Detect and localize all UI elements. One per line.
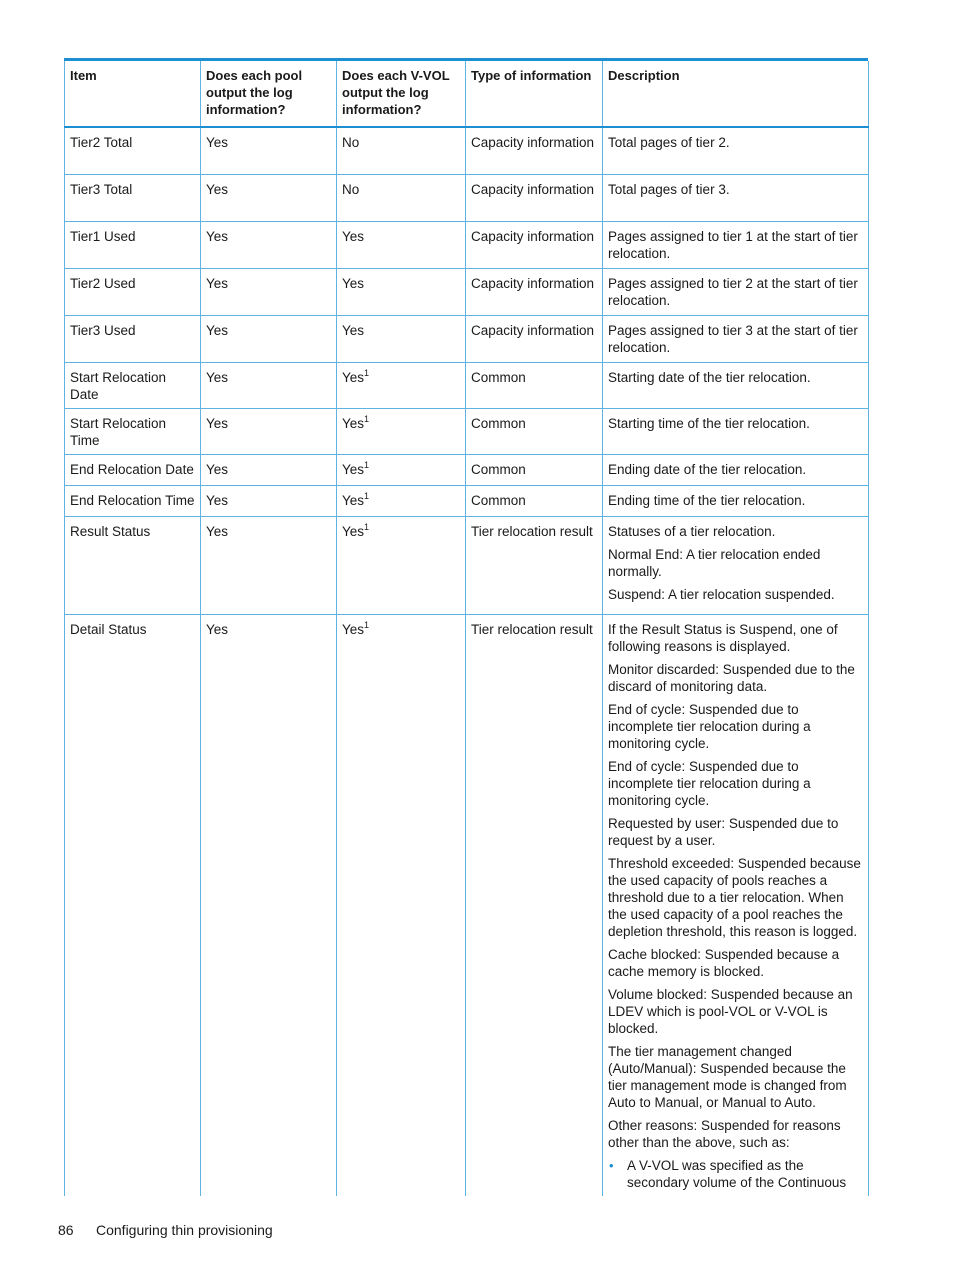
cell-item (65, 174, 201, 221)
cell-type (466, 127, 603, 174)
cell-vvol-output-text: Yes (342, 492, 365, 508)
cell-type-text: Capacity information (471, 135, 595, 150)
cell-type (466, 485, 603, 516)
description-paragraph: End of cycle: Suspended due to incomplete tier relocation during a monitoring cycle. (608, 758, 811, 808)
cell-item (65, 614, 201, 1196)
cell-vvol-output (337, 174, 466, 221)
description-paragraph: Ending time of the tier relocation. (608, 492, 806, 508)
page-number: 86 (58, 1222, 74, 1238)
cell-vvol-output-text: Yes (342, 275, 365, 291)
cell-pool-output (201, 614, 337, 1196)
cell-type-text: Common (471, 461, 526, 477)
cell-description (603, 221, 869, 268)
log-information-table-container (64, 58, 868, 1196)
cell-vvol-output (337, 268, 466, 315)
table-row (65, 315, 869, 362)
cell-pool-output-text: Yes (206, 369, 229, 385)
header-vvol-output: Does each V-VOL output the log information? (337, 61, 466, 127)
cell-vvol-output-text: Yes (342, 369, 365, 385)
cell-description (603, 485, 869, 516)
cell-pool-output (201, 454, 337, 485)
table-row (65, 174, 869, 221)
cell-item-text: Tier3 Used (70, 322, 136, 338)
cell-item (65, 516, 201, 614)
cell-pool-output-text: Yes (206, 322, 229, 338)
cell-type (466, 315, 603, 362)
cell-item (65, 362, 201, 408)
cell-vvol-output (337, 221, 466, 268)
cell-vvol-output-text: Yes (342, 621, 365, 637)
table-row (65, 127, 869, 174)
description-paragraph: The tier management changed (Auto/Manual): Suspended because the tier management mode is changed from Auto to Manual, or Manual to Auto. (608, 1043, 847, 1110)
description-paragraph: Pages assigned to tier 3 at the start of tier relocation. (608, 322, 858, 355)
cell-type-text: Common (471, 415, 526, 431)
cell-pool-output-text: Yes (206, 181, 229, 197)
cell-vvol-output-text: Yes (342, 523, 365, 539)
cell-vvol-output-text: Yes (342, 228, 365, 244)
cell-type-text: Capacity information (471, 181, 595, 197)
cell-vvol-output-text: Yes (342, 461, 365, 477)
cell-description (603, 408, 869, 454)
cell-pool-output-text: Yes (206, 461, 229, 477)
cell-description (603, 315, 869, 362)
table-row (65, 268, 869, 315)
description-paragraph: Pages assigned to tier 2 at the start of tier relocation. (608, 275, 858, 308)
cell-type (466, 454, 603, 485)
header-type: Type of information (466, 61, 603, 127)
header-item: Item (65, 61, 201, 127)
cell-type (466, 362, 603, 408)
cell-vvol-output (337, 362, 466, 408)
cell-vvol-output (337, 127, 466, 174)
description-paragraph: Requested by user: Suspended due to request by a user. (608, 815, 839, 848)
page-footer (58, 1222, 273, 1238)
cell-description (603, 362, 869, 408)
cell-pool-output-text: Yes (206, 135, 229, 150)
cell-vvol-output (337, 614, 466, 1196)
cell-description (603, 127, 869, 174)
table-row (65, 485, 869, 516)
cell-description (603, 516, 869, 614)
cell-item-text: Tier2 Used (70, 275, 136, 291)
cell-type (466, 221, 603, 268)
cell-type-text: Capacity information (471, 322, 595, 338)
cell-vvol-output-text: No (342, 135, 360, 150)
description-paragraph: Total pages of tier 2. (608, 135, 730, 150)
cell-type-text: Tier relocation result (471, 621, 593, 637)
cell-item (65, 315, 201, 362)
cell-pool-output (201, 127, 337, 174)
cell-pool-output-text: Yes (206, 415, 229, 431)
cell-item (65, 221, 201, 268)
description-paragraph: Other reasons: Suspended for reasons other than the above, such as: (608, 1117, 841, 1150)
table-row (65, 614, 869, 1196)
description-paragraph: Starting time of the tier relocation. (608, 415, 810, 431)
description-paragraph: Cache blocked: Suspended because a cache memory is blocked. (608, 946, 840, 979)
description-paragraph: Starting date of the tier relocation. (608, 369, 811, 385)
header-pool-output: Does each pool output the log information? (201, 61, 337, 127)
cell-type (466, 516, 603, 614)
table-row (65, 362, 869, 408)
cell-item-text: Tier2 Total (70, 135, 133, 150)
cell-pool-output-text: Yes (206, 492, 229, 508)
description-paragraph: Statuses of a tier relocation. (608, 523, 776, 539)
table-header-row (65, 61, 869, 127)
cell-vvol-output-text: Yes (342, 322, 365, 338)
cell-pool-output (201, 315, 337, 362)
cell-item (65, 127, 201, 174)
cell-pool-output (201, 268, 337, 315)
cell-description (603, 614, 869, 1196)
cell-item-text: Result Status (70, 523, 151, 539)
cell-type-text: Tier relocation result (471, 523, 593, 539)
bullet-item (608, 1157, 863, 1191)
log-information-table (64, 61, 869, 1196)
section-title: Configuring thin provisioning (96, 1222, 273, 1238)
description-paragraph: Threshold exceeded: Suspended because the used capacity of pools reaches a threshold due to a tier relocation. When the used capacity of a pool reaches the depletion threshold, this reason is logged. (608, 855, 861, 939)
cell-item-text: Detail Status (70, 621, 147, 637)
cell-vvol-output (337, 454, 466, 485)
cell-type (466, 174, 603, 221)
table-row (65, 221, 869, 268)
description-bullet-list (608, 1157, 863, 1191)
bullet-text: A V-VOL was specified as the secondary volume of the Continuous (627, 1157, 847, 1190)
description-paragraph: Volume blocked: Suspended because an LDEV which is pool-VOL or V-VOL is blocked. (608, 986, 853, 1036)
description-paragraph: Total pages of tier 3. (608, 181, 730, 197)
cell-vvol-output-text: Yes (342, 415, 365, 431)
cell-type (466, 408, 603, 454)
footnote-marker: 1 (364, 490, 370, 501)
cell-type (466, 268, 603, 315)
cell-description (603, 454, 869, 485)
cell-description (603, 174, 869, 221)
cell-type-text: Common (471, 492, 526, 508)
cell-item (65, 454, 201, 485)
cell-description (603, 268, 869, 315)
description-paragraph: End of cycle: Suspended due to incomplete tier relocation during a monitoring cycle. (608, 701, 811, 751)
header-description: Description (603, 61, 869, 127)
table-body (65, 127, 869, 1196)
cell-type-text: Capacity information (471, 275, 595, 291)
cell-item (65, 408, 201, 454)
description-paragraph: If the Result Status is Suspend, one of following reasons is displayed. (608, 621, 838, 654)
cell-pool-output (201, 221, 337, 268)
cell-type-text: Capacity information (471, 228, 595, 244)
cell-item-text: Tier3 Total (70, 181, 133, 197)
cell-pool-output-text: Yes (206, 275, 229, 291)
cell-item-text: Start Relocation Date (70, 369, 167, 402)
cell-vvol-output (337, 485, 466, 516)
footnote-marker: 1 (364, 521, 370, 532)
cell-item-text: Start Relocation Time (70, 415, 167, 448)
description-paragraph: Ending date of the tier relocation. (608, 461, 807, 477)
cell-vvol-output (337, 516, 466, 614)
cell-item (65, 268, 201, 315)
footnote-marker: 1 (364, 413, 370, 424)
cell-pool-output (201, 485, 337, 516)
cell-item-text: End Relocation Time (70, 492, 195, 508)
bullet-icon: • (609, 1157, 614, 1173)
cell-pool-output (201, 362, 337, 408)
cell-pool-output (201, 516, 337, 614)
cell-vvol-output-text: No (342, 181, 360, 197)
description-paragraph: Suspend: A tier relocation suspended. (608, 586, 835, 602)
cell-type-text: Common (471, 369, 526, 385)
table-row (65, 454, 869, 485)
cell-item-text: Tier1 Used (70, 228, 136, 244)
cell-pool-output-text: Yes (206, 621, 229, 637)
description-paragraph: Normal End: A tier relocation ended normally. (608, 546, 821, 579)
cell-pool-output (201, 408, 337, 454)
footnote-marker: 1 (364, 367, 370, 378)
description-paragraph: Monitor discarded: Suspended due to the discard of monitoring data. (608, 661, 855, 694)
cell-item (65, 485, 201, 516)
cell-pool-output-text: Yes (206, 228, 229, 244)
cell-pool-output-text: Yes (206, 523, 229, 539)
cell-vvol-output (337, 315, 466, 362)
footnote-marker: 1 (364, 619, 370, 630)
cell-item-text: End Relocation Date (70, 461, 194, 477)
cell-pool-output (201, 174, 337, 221)
table-row (65, 516, 869, 614)
table-row (65, 408, 869, 454)
footnote-marker: 1 (364, 459, 370, 470)
description-paragraph: Pages assigned to tier 1 at the start of tier relocation. (608, 228, 858, 261)
cell-type (466, 614, 603, 1196)
cell-vvol-output (337, 408, 466, 454)
